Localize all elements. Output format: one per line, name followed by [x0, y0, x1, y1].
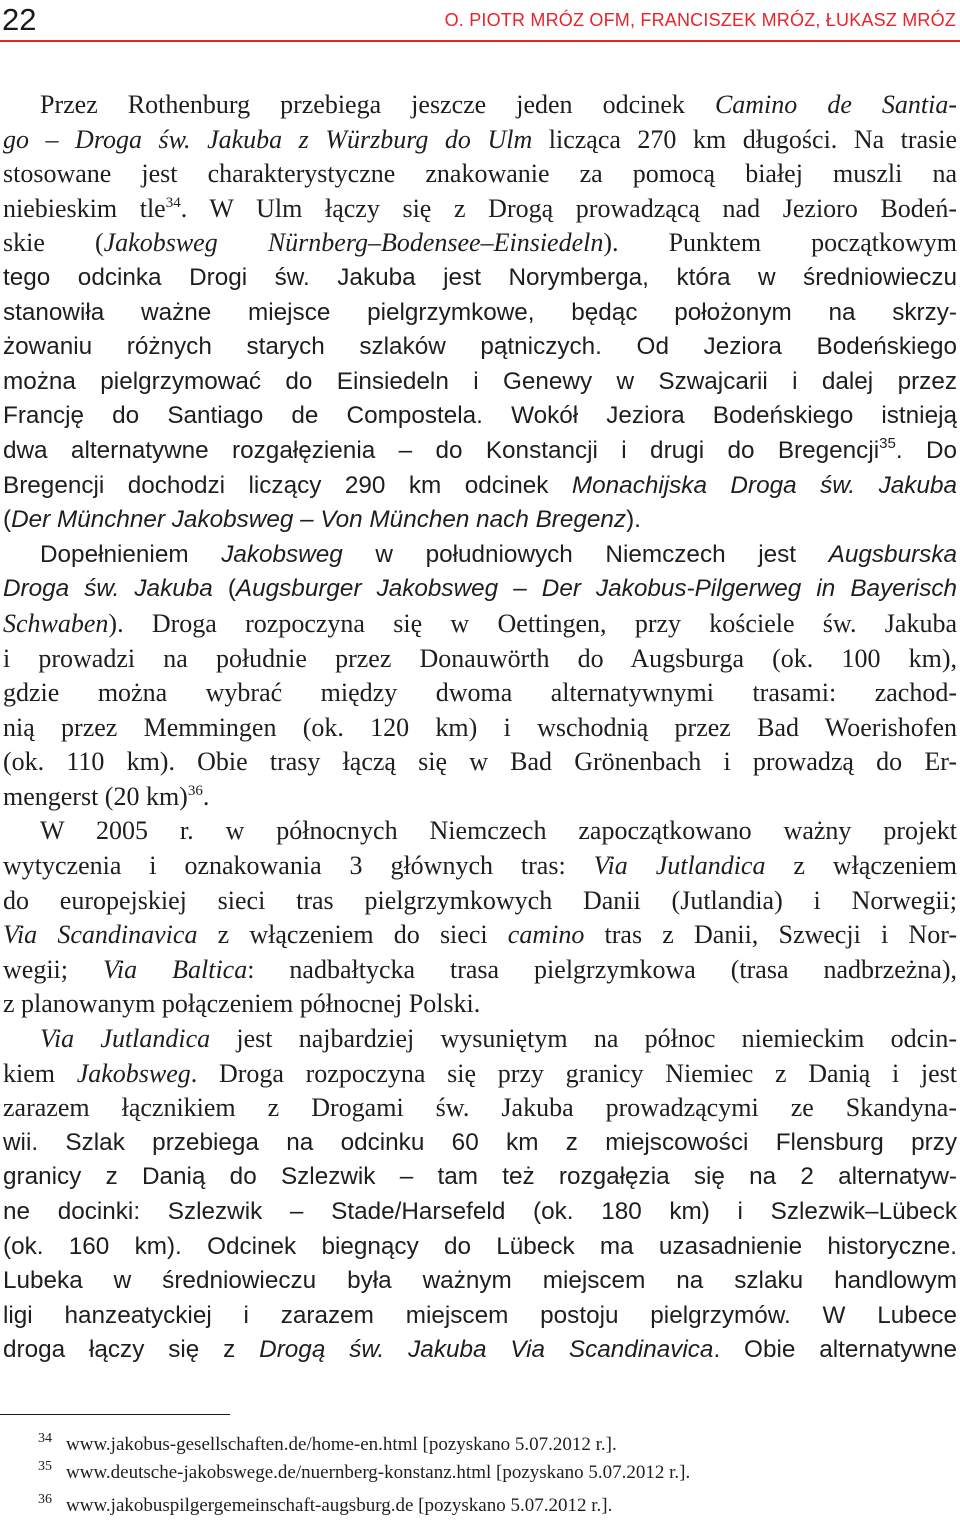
text-line: (Der Münchner Jakobsweg – Von München nach Bregenz).: [3, 506, 641, 534]
text-line: ne docinki: Szlezwik – Stade/Harsefeld (ok. 180 km) i Szlezwik–Lübeck: [3, 1198, 957, 1225]
text-line: droga łączy się z Drogą św. Jakuba Via Scandinavica. Obie alternatywne: [3, 1336, 957, 1364]
text-line: (ok. 160 km). Odcinek biegnący do Lübeck ma uzasadnienie historyczne.: [3, 1232, 957, 1260]
body-text: [3, 88, 957, 1368]
text-line: granicy z Danią do Szlezwik – tam też rozgałęzia się na 2 alternatyw-: [3, 1163, 957, 1191]
text-line: kiem Jakobsweg. Droga rozpoczyna się przy granicy Niemiec z Danią i jest: [3, 1058, 957, 1088]
footnote-rule: [0, 1414, 230, 1415]
text-line: Droga św. Jakuba (Augsburger Jakobsweg – Der Jakobus-Pilgerweg in Bayerisch: [3, 575, 957, 603]
text-line: niebieskim tle$^{34}$. W Ulm łączy się z Drogą prowadzącą nad Jezioro Bodeń-: [3, 193, 957, 223]
text-line: do europejskiej sieci tras pielgrzymkowych Danii (Jutlandia) i Norwegii;: [3, 885, 957, 915]
text-line: żowaniu różnych starych szlaków pątniczych. Od Jeziora Bodeńskiego: [3, 333, 957, 361]
text-line: dwa alternatywne rozgałęzienia – do Konstancji i drugi do Bregencji$^{35}$. Do: [3, 434, 957, 464]
text-line: mengerst (20 km)$^{36}$.: [3, 781, 210, 811]
text-line: Lubeka w średniowieczu była ważnym miejscem na szlaku handlowym: [3, 1267, 957, 1295]
text-line: nią przez Memmingen (ok. 120 km) i wschodnią przez Bad Woerishofen: [3, 712, 957, 742]
footnote-ref: 35: [879, 434, 896, 452]
text-line: Francję do Santiago de Compostela. Wokół Jeziora Bodeńskiego istnieją: [3, 402, 957, 430]
text-line: skie (Jakobsweg Nürnberg–Bodensee–Einsiedeln). Punktem początkowym: [3, 228, 957, 258]
text-line: stosowane jest charakterystyczne znakowanie za pomocą białej muszli na: [3, 159, 957, 189]
text-line: stanowiła ważne miejsce pielgrzymkowe, będąc położonym na skrzy-: [3, 298, 957, 326]
text-line: Bregencji dochodzi liczący 290 km odcinek Monachijska Droga św. Jakuba: [3, 471, 957, 499]
text-line: Schwaben). Droga rozpoczyna się w Oettingen, przy kościele św. Jakuba: [3, 608, 957, 638]
footnote-link[interactable]: www.jakobuspilgergemeinschaft-augsburg.de [pozyskano 5.07.2012 r.].: [66, 1495, 613, 1516]
text-line: z planowanym połączeniem północnej Polski.: [3, 989, 481, 1019]
footnote-number: 36: [38, 1492, 52, 1507]
text-line: Via Scandinavica z włączeniem do sieci camino tras z Danii, Szwecji i Nor-: [3, 920, 957, 950]
page-number: 22: [2, 2, 37, 37]
text-line: tego odcinka Drogi św. Jakuba jest Norymberga, która w średniowieczu: [3, 263, 957, 291]
text-line: Via Jutlandica jest najbardziej wysuniętym na północ niemieckim odcin-: [40, 1024, 957, 1054]
footnote-ref: 34: [165, 194, 181, 211]
text-line: Przez Rothenburg przebiega jeszcze jeden odcinek Camino de Santia-: [40, 90, 957, 119]
text-line: go – Droga św. Jakuba z Würzburg do Ulm licząca 270 km długości. Na trasie: [3, 124, 957, 154]
text-line: można pielgrzymować do Einsiedeln i Genewy w Szwajcarii i dalej przez: [3, 367, 957, 395]
text-line: i prowadzi na południe przez Donauwörth do Augsburga (ok. 100 km),: [3, 643, 957, 673]
text-line: Dopełnieniem Jakobsweg w południowych Niemczech jest Augsburska: [40, 540, 957, 568]
footnote-link[interactable]: www.deutsche-jakobswege.de/nuernberg-konstanz.html [pozyskano 5.07.2012 r.].: [66, 1462, 691, 1483]
footnote-number: 35: [38, 1459, 52, 1474]
text-line: (ok. 110 km). Obie trasy łączą się w Bad Grönenbach i prowadzą do Er-: [3, 747, 957, 777]
text-line: zarazem łącznikiem z Drogami św. Jakuba prowadzącymi ze Skandyna-: [3, 1093, 957, 1123]
running-head: O. PIOTR MRÓZ OFM, FRANCISZEK MRÓZ, ŁUKASZ MRÓZ: [444, 10, 956, 30]
text-line: wytyczenia i oznakowania 3 głównych tras: Via Jutlandica z włączeniem: [3, 851, 957, 881]
text-line: ligi hanzeatyckiej i zarazem miejscem postoju pielgrzymów. W Lubece: [3, 1301, 957, 1329]
footnote-link[interactable]: www.jakobus-gesellschaften.de/home-en.html [pozyskano 5.07.2012 r.].: [66, 1434, 617, 1455]
text-line: wegii; Via Baltica: nadbałtycka trasa pielgrzymkowa (trasa nadbrzeżna),: [3, 954, 957, 984]
text-line: gdzie można wybrać między dwoma alternatywnymi trasami: zachod-: [3, 678, 957, 708]
footnote-ref: 36: [187, 782, 203, 799]
text-line: W 2005 r. w północnych Niemczech zapoczątkowano ważny projekt: [40, 816, 957, 846]
text-line: wii. Szlak przebiega na odcinku 60 km z miejscowości Flensburg przy: [3, 1128, 957, 1156]
footnote-number: 34: [38, 1431, 52, 1446]
